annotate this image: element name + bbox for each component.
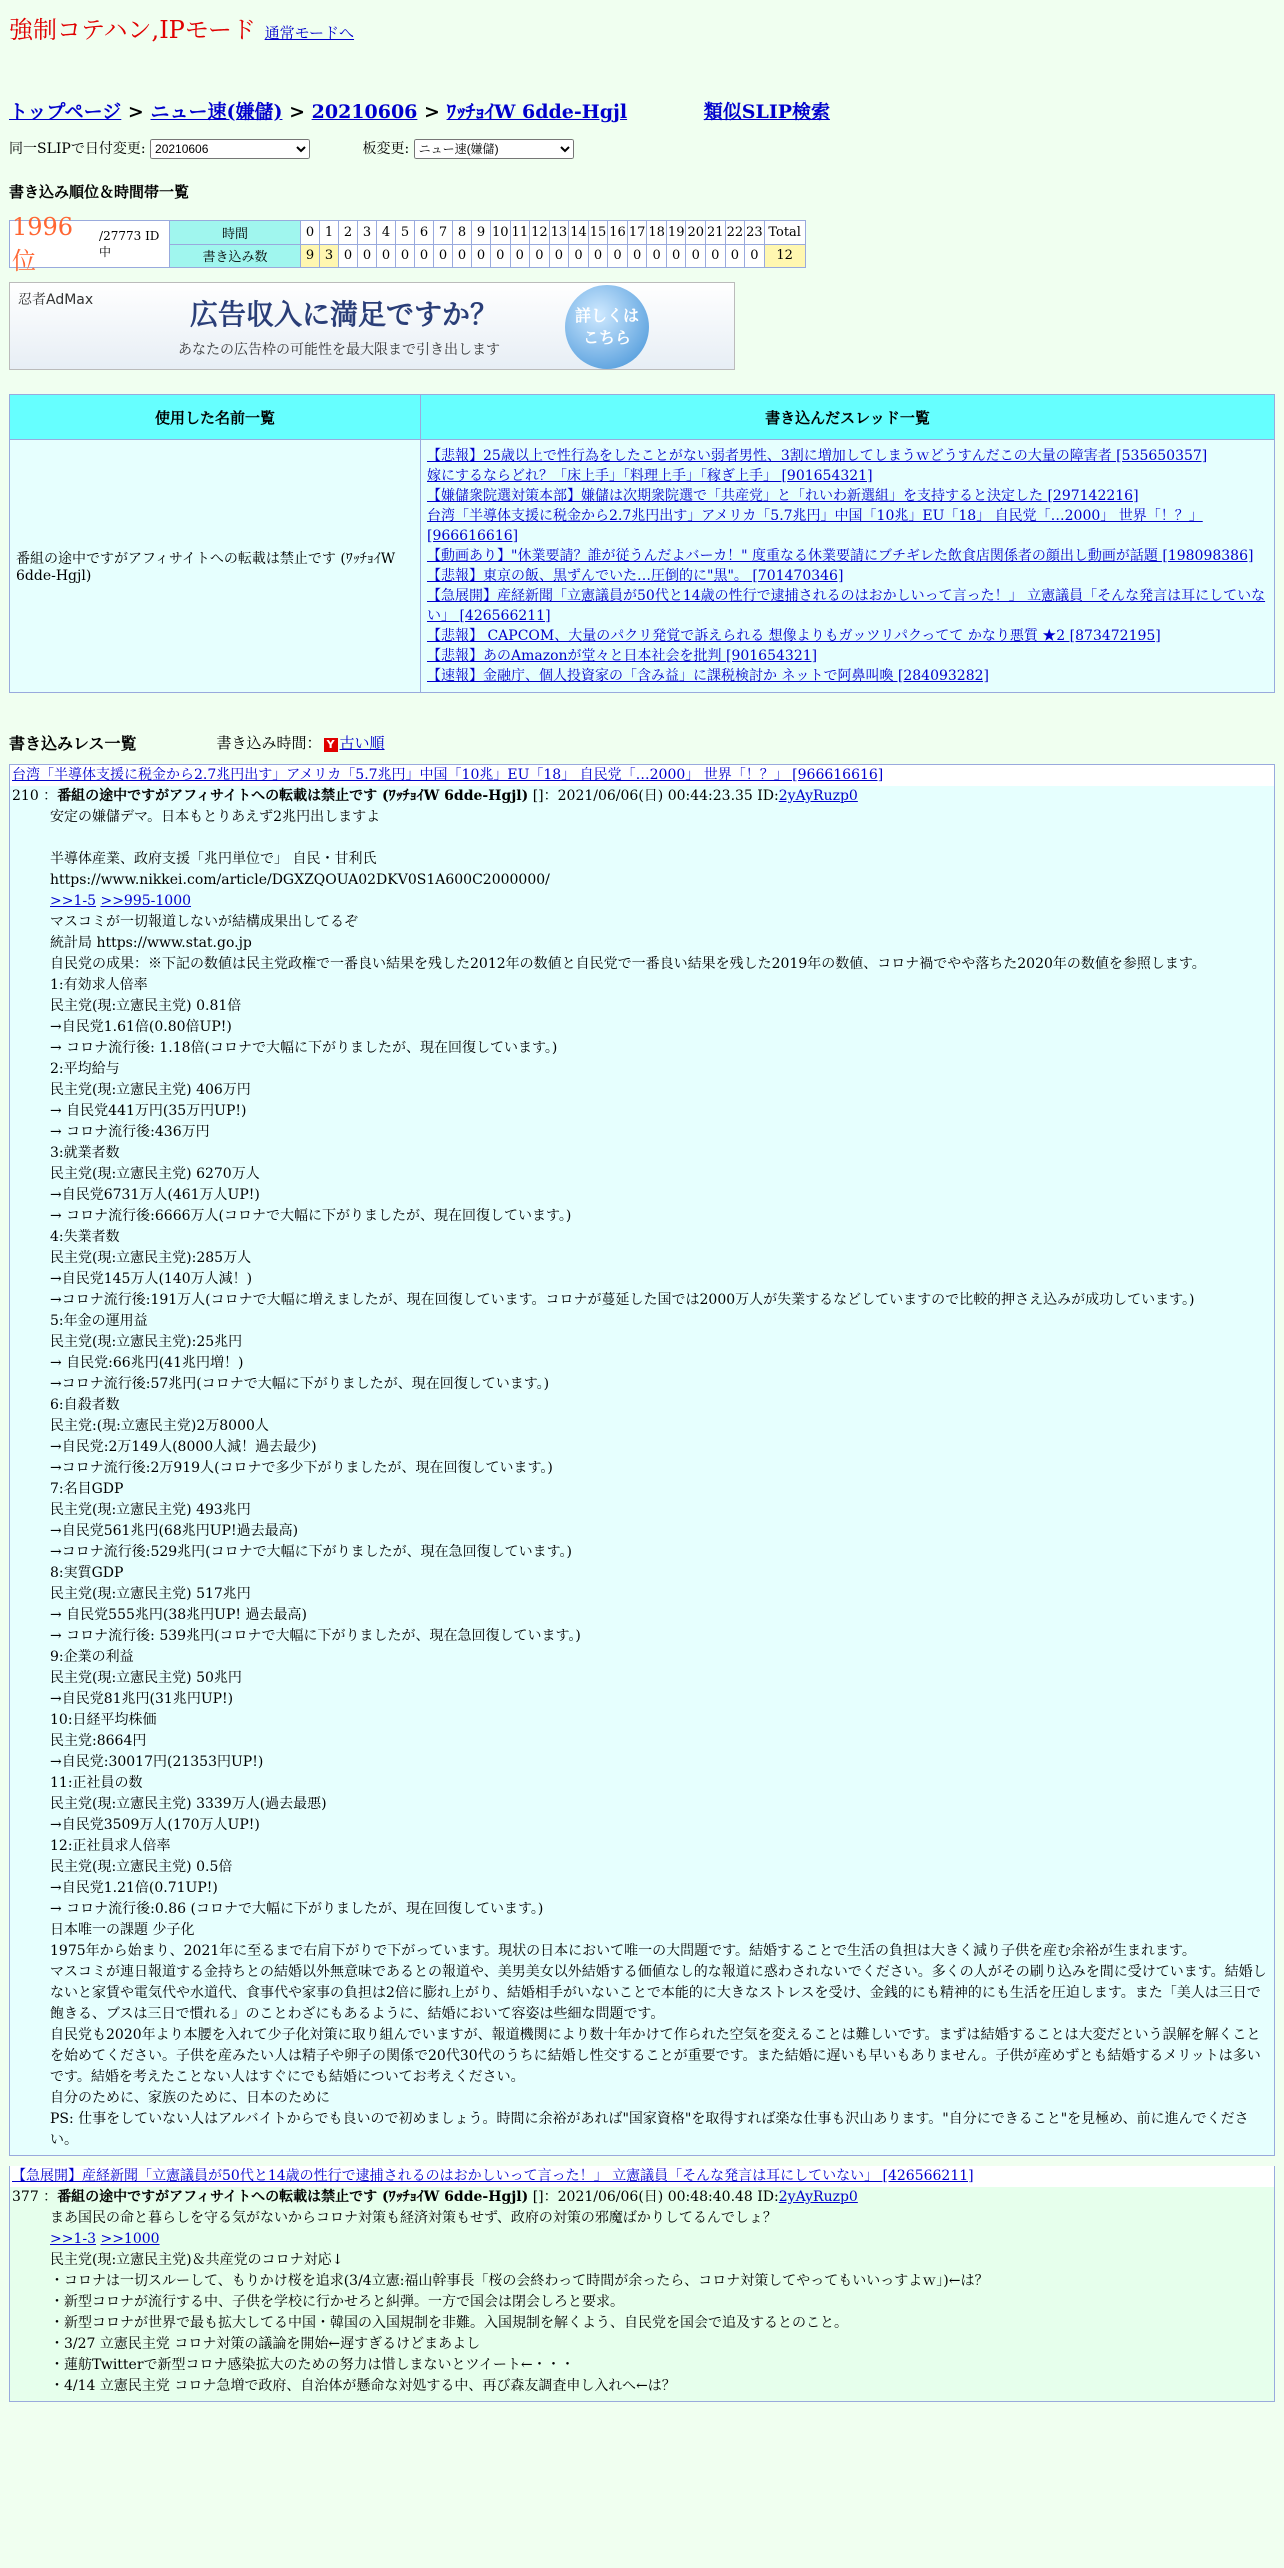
count-label: 書き込み数	[170, 244, 301, 268]
ad-badge-line1: 詳しくは	[574, 306, 639, 325]
post-header: 377 ：番組の途中ですがアフィサイトへの転載は禁止です (ﾜｯﾁｮｲW 6dde-Hgjl) []：2021/06/06(日) 00:48:40.48 ID:2yAyRuzp0	[12, 2189, 858, 2205]
time-label: 時間	[170, 221, 301, 245]
rank-cell	[9, 212, 169, 275]
post-body	[10, 2208, 1274, 2401]
board-select[interactable]	[414, 139, 574, 159]
date-select[interactable]	[150, 139, 310, 159]
anchor-link[interactable]: >>1-5	[50, 893, 97, 909]
post-text: 民主党(現:立憲民主党)＆共産党のコロナ対応↓ ・コロナは一切スルーして、もりかけ桜を追求(3/4立憲:福山幹事長「桜の会終わって時間が余ったら、コロナ対策してやってもいいっすよｗ」)←は？ ・新型コロナが流行する中、子供を学校に行かせろと糾弾。一方で国会は閉会しろと要求。 ・新型コロナが世界で最も拡大してる中国・韓国の入国規制を非難。入国規制を解くよう、自民党を国会で追及するとのこと。 ・3/27 立憲民主党 コロナ対策の議論を開始←遅すぎるけどまあよし ・蓮舫Twitterで新型コロナ感染拡大のための努力は惜しまないとツイート←・・・ ・4/14 立憲民主党 コロナ急増で政府、自治体が懸命な対処する中、再び森友調査申し入れへ←は？	[50, 2252, 989, 2394]
ad-logo: 忍者AdMax	[18, 292, 94, 308]
res-time-sort	[217, 732, 385, 753]
ranking-table	[9, 212, 1275, 275]
thread-link[interactable]: 【速報】金融庁、個人投資家の「含み益」に課税検討か ネットで阿鼻叫喚 [284093282]	[427, 668, 989, 684]
ranking-section-title: 書き込み順位＆時間帯一覧	[9, 183, 190, 201]
hour-cell: 16	[608, 221, 628, 245]
ad-subtext: あなたの広告枠の可能性を最大限まで引き出します	[178, 342, 500, 358]
hour-cell: 3	[358, 221, 377, 245]
hour-cell: 12	[530, 221, 550, 245]
thread-link[interactable]: 【嫌儲衆院選対策本部】嫌儲は次期衆院選で「共産党」と「れいわ新選組」を支持すると決定した [297142216]	[427, 488, 1139, 504]
post-thread-link[interactable]: 【急展開】産経新聞「立憲議員が50代と14歳の性行で逮捕されるのはおかしいって言った！」 立憲議員「そんな発言は耳にしていない」 [426566211]	[12, 2168, 974, 2184]
hour-cell: 15	[588, 221, 608, 245]
hour-cell: 7	[434, 221, 453, 245]
hour-count-cell: 0	[725, 244, 745, 268]
breadcrumb-separator: >	[424, 101, 447, 123]
hour-cell: 18	[647, 221, 667, 245]
post-meta: []：2021/06/06(日) 00:44:23.35 ID:	[528, 788, 779, 804]
ad-badge-line2: こちら	[582, 328, 631, 347]
thread-link[interactable]: 【悲報】あのAmazonが堂々と日本社会を批判 [901654321]	[427, 648, 818, 664]
post-intro: 安定の嫌儲デマ。日本もとりあえず2兆円出しますよ 半導体産業、政府支援「兆円単位で」 自民・甘利氏 https://www.nikkei.com/article/DGXZQOUA02DKV0S1A600C2000000/	[50, 809, 550, 888]
date-select-label: 同一SLIPで日付変更:	[9, 141, 146, 157]
hour-count-cell: 0	[530, 244, 550, 268]
breadcrumb-separator: >	[289, 101, 312, 123]
hour-cell: 14	[569, 221, 589, 245]
hour-cell: 22	[725, 221, 745, 245]
board-select-label: 板変更:	[362, 141, 410, 157]
hour-cell: 9	[472, 221, 491, 245]
post-number: 210	[12, 788, 39, 804]
post-list	[9, 764, 1275, 2402]
post	[9, 764, 1275, 2156]
mode-title: 強制コテハン,IPモード	[9, 16, 256, 44]
sort-icon: Y	[324, 738, 338, 752]
hour-cell: 20	[686, 221, 706, 245]
thread-link[interactable]: 【悲報】25歳以上で性行為をしたことがない弱者男性、3割に増加してしまうｗどうすんだこの大量の障害者 [535650357]	[427, 448, 1208, 464]
anchor-link[interactable]: >>1-3	[50, 2231, 97, 2247]
res-list-header	[9, 731, 1275, 754]
post-text: マスコミが一切報道しないが結構成果出してるぞ 統計局 https://www.stat.go.jp 自民党の成果：※下記の数値は民主党政権で一番良い結果を残した2012年の数値と自民党で一番良い結果を残した2019年の数値、コロナ禍でやや落ちた2020年の数値を参照します。 1:有効求人倍率 民主党(現:立憲民主党) 0.81倍 →自民党1.61倍(0.80倍UP!) → コロナ流行後: 1.18倍(コロナで大幅に下がりましたが、現在回復しています。) 2:平均給与 民主党(現:立憲民主党) 406万円 → 自民党441万円(35万円UP!) → コロナ流行後:436万円 3:就業者数 民主党(現:立憲民主党) 6270万人 →自民党6731万人(461万人UP!) → コロナ流行後:6666万人(コロナで大幅に下がりましたが、現在回復しています。) 4:失業者数 民主党(現:立憲民主党):285万人 →自民党145万人(140万人減！) →コロナ流行後:191万人(コロナで大幅に増えましたが、現在回復しています。コロナが蔓延した国では2000万人が失業するなどしていますので比較的押さえ込みが成功しています。) 5:年金の運用益 民主党(現:立憲民主党):25兆円 → 自民党:66兆円(41兆円増！) →コロナ流行後:57兆円(コロナで大幅に下がりましたが、現在回復しています。) 6:自殺者数 民主党:(現:立憲民主党)2万8000人 →自民党:2万149人(8000人減！過去最少) →コロナ流行後:2万919人(コロナで多少下がりましたが、現在回復しています。) 7:名目GDP 民主党(現:立憲民主党) 493兆円 →自民党561兆円(68兆円UP!過去最高) →コロナ流行後:529兆円(コロナで大幅に下がりましたが、現在急回復しています。) 8:実質GDP 民主党(現:立憲民主党) 517兆円 → 自民党555兆円(38兆円UP! 過去最高) → コロナ流行後: 539兆円(コロナで大幅に下がりましたが、現在急回復しています。) 9:企業の利益 民主党(現:立憲民主党) 50兆円 →自民党81兆円(31兆円UP!) 10:日経平均株価 民主党:8664円 →自民党:30017円(21353円UP!) 11:正社員の数 民主党(現:立憲民主党) 3339万人(過去最悪) →自民党3509万人(170万人UP!) 12:正社員求人倍率 民主党(現:立憲民主党) 0.5倍 →自民党1.21倍(0.71UP!) → コロナ流行後:0.86 (コロナで大幅に下がりましたが、現在回復しています。) 日本唯一の課題 少子化 1975年から始まり、2021年に至るまで右肩下がりで下がっています。現状の日本において唯一の大問題です。結婚することで生活の負担は大きく減り子供を産む余裕が生まれます。 マスコミが連日報道する金持ちとの結婚以外無意味であるとの報道や、美男美女以外結婚する価値なし的な報道に惑わされないでください。多くの人がその刷り込みを間に受けています。結婚しないと家賃や電気代や水道代、食事代や家事の負担は2倍に膨れ上がり、結婚相手がいないことで本能的に大きなストレスを受け、金銭的にも精神的にも生活を圧迫します。また「美人は三日で飽きる、ブスは三日で慣れる」のことわざにもあるように、結婚において容姿は些細な問題です。 自民党も2020年より本腰を入れて少子化対策に取り組んでいますが、報道機関により数十年かけて作られた空気を変えることは難しいです。まずは結婚することは大変だという誤解を解くことを始めてください。子供を産みたい人は精子や卵子の関係で20代30代のうちに結婚し性交することが重要です。また結婚に遅いも早いもありません。子供が産めずとも結婚するメリットは多いです。結婚を考えたことない人はすぐにでも結婚についてお考えください。 自分のために、家族のために、日本のために PS: 仕事をしていない人はアルバイトからでも良いので初めましょう。時間に余裕があれば"国家資格"を取得すれば楽な仕事も沢山あります。"自分にできること"を見極め、前に進んでください。	[50, 914, 1267, 2148]
hour-cell: 13	[549, 221, 569, 245]
post-intro: まあ国民の命と暮らしを守る気がないからコロナ対策も経済対策もせず、政府の対策の邪魔ばかりしてるんでしょ？	[50, 2210, 777, 2226]
used-name-cell: 番組の途中ですがアフィサイトへの転載は禁止です (ﾜｯﾁｮｲW 6dde-Hgjl)	[10, 440, 421, 693]
hour-count-cell: 0	[396, 244, 415, 268]
anchor-link[interactable]: >>995-1000	[100, 893, 192, 909]
hour-count-cell: 0	[569, 244, 589, 268]
hour-count-cell: 0	[745, 244, 765, 268]
hour-count-cell: 0	[549, 244, 569, 268]
thread-link[interactable]: 【悲報】東京の飯、黒ずんでいた…圧倒的に"黒"。 [701470346]	[427, 568, 844, 584]
post-id-link[interactable]: 2yAyRuzp0	[778, 788, 858, 804]
names-threads-table	[9, 394, 1275, 693]
hour-count-cell: 0	[453, 244, 472, 268]
hour-count-cell: 0	[608, 244, 628, 268]
hour-cell: 21	[706, 221, 726, 245]
hour-cell: 4	[377, 221, 396, 245]
breadcrumb-separator: >	[127, 101, 151, 123]
hourly-table	[169, 220, 806, 268]
hour-count-cell: 0	[434, 244, 453, 268]
hour-cell: 5	[396, 221, 415, 245]
post-header: 210 ：番組の途中ですがアフィサイトへの転載は禁止です (ﾜｯﾁｮｲW 6dde-Hgjl) []：2021/06/06(日) 00:44:23.35 ID:2yAyRuzp0	[12, 788, 858, 804]
thread-link[interactable]: 台湾「半導体支援に税金から2.7兆円出す」アメリカ「5.7兆円」中国「10兆」EU「18」 自民党「…2000」 世界「！？」 [966616616]	[427, 508, 1203, 544]
hours-row	[170, 221, 806, 245]
hour-count-cell: 0	[666, 244, 686, 268]
hour-count-cell: 0	[510, 244, 530, 268]
post-number: 377	[12, 2189, 39, 2205]
hour-count-cell: 0	[339, 244, 358, 268]
total-label: Total	[764, 221, 805, 245]
total-count: 12	[764, 244, 805, 268]
threads-column-header: 書き込んだスレッド一覧	[421, 395, 1275, 440]
hour-count-cell: 0	[491, 244, 511, 268]
post-thread-link[interactable]: 台湾「半導体支援に税金から2.7兆円出す」アメリカ「5.7兆円」中国「10兆」EU「18」 自民党「…2000」 世界「！？」 [966616616]	[12, 767, 884, 783]
names-column-header: 使用した名前一覧	[10, 395, 421, 440]
hour-cell: 11	[510, 221, 530, 245]
thread-list	[421, 440, 1275, 693]
thread-link[interactable]: 【悲報】 CAPCOM、大量のパクリ発覚で訴えられる 想像よりもガッツリパクってて かなり悪質 ★2 [873472195]	[427, 628, 1161, 644]
res-list-title: 書き込みレス一覧	[9, 734, 137, 753]
hour-count-cell: 0	[472, 244, 491, 268]
post-body	[10, 807, 1274, 2155]
hour-cell: 2	[339, 221, 358, 245]
hour-count-cell: 0	[706, 244, 726, 268]
breadcrumb	[9, 97, 1275, 124]
mode-header	[9, 10, 1275, 45]
breadcrumb-slip-link[interactable]: ﾜｯﾁｮｲW 6dde-Hgjl	[446, 101, 628, 123]
thread-link[interactable]: 嫁にするならどれ？「床上手」「料理上手」「稼ぎ上手」 [901654321]	[427, 468, 873, 484]
rank-number: 1996 位	[12, 212, 74, 275]
post-name: 番組の途中ですがアフィサイトへの転載は禁止です (ﾜｯﾁｮｲW 6dde-Hgjl)	[57, 788, 529, 804]
hour-cell: 0	[301, 221, 320, 245]
hour-cell: 19	[666, 221, 686, 245]
similar-slip-link[interactable]: 類似SLIP検索	[703, 101, 830, 123]
post-thread-link-row	[10, 2166, 1274, 2187]
post	[9, 2166, 1275, 2402]
hour-count-cell: 0	[647, 244, 667, 268]
hour-count-cell: 0	[627, 244, 647, 268]
anchor-link[interactable]: >>1000	[100, 2231, 160, 2247]
ad-details-badge[interactable]	[565, 285, 649, 369]
normal-mode-link[interactable]: 通常モードへ	[264, 24, 355, 42]
res-time-label: 書き込み時間：	[216, 734, 322, 752]
hour-cell: 23	[745, 221, 765, 245]
breadcrumb-board-link[interactable]: ニュー速(嫌儲)	[150, 101, 283, 123]
hour-count-cell: 0	[588, 244, 608, 268]
hour-count-cell: 0	[686, 244, 706, 268]
post-thread-link-row	[10, 765, 1274, 786]
post-meta: []：2021/06/06(日) 00:48:40.48 ID:	[528, 2189, 779, 2205]
breadcrumb-top-link[interactable]: トップページ	[9, 101, 122, 123]
hour-count-cell: 0	[358, 244, 377, 268]
filter-selects	[9, 138, 1275, 159]
hour-cell: 1	[320, 221, 339, 245]
old-order-link[interactable]: 古い順	[339, 734, 385, 752]
hour-count-cell: 0	[377, 244, 396, 268]
breadcrumb-date-link[interactable]: 20210606	[311, 101, 418, 123]
hour-cell: 17	[627, 221, 647, 245]
counts-row	[170, 244, 806, 268]
hour-cell: 10	[491, 221, 511, 245]
ad-banner[interactable]	[9, 282, 735, 370]
hour-count-cell: 0	[415, 244, 434, 268]
ad-headline: 広告収入に満足ですか？	[190, 298, 499, 331]
thread-link[interactable]: 【急展開】産経新聞「立憲議員が50代と14歳の性行で逮捕されるのはおかしいって言った！」 立憲議員「そんな発言は耳にしていない」 [426566211]	[427, 588, 1266, 624]
rank-total: /27773 ID中	[99, 228, 160, 259]
hour-count-cell: 9	[301, 244, 320, 268]
hour-cell: 8	[453, 221, 472, 245]
thread-link[interactable]: 【動画あり】"休業要請？誰が従うんだよバーカ！" 度重なる休業要請にブチギレた飲食店関係者の顔出し動画が話題 [198098386]	[427, 548, 1254, 564]
post-id-link[interactable]: 2yAyRuzp0	[778, 2189, 858, 2205]
hour-count-cell: 3	[320, 244, 339, 268]
post-name: 番組の途中ですがアフィサイトへの転載は禁止です (ﾜｯﾁｮｲW 6dde-Hgjl)	[57, 2189, 529, 2205]
hour-cell: 6	[415, 221, 434, 245]
